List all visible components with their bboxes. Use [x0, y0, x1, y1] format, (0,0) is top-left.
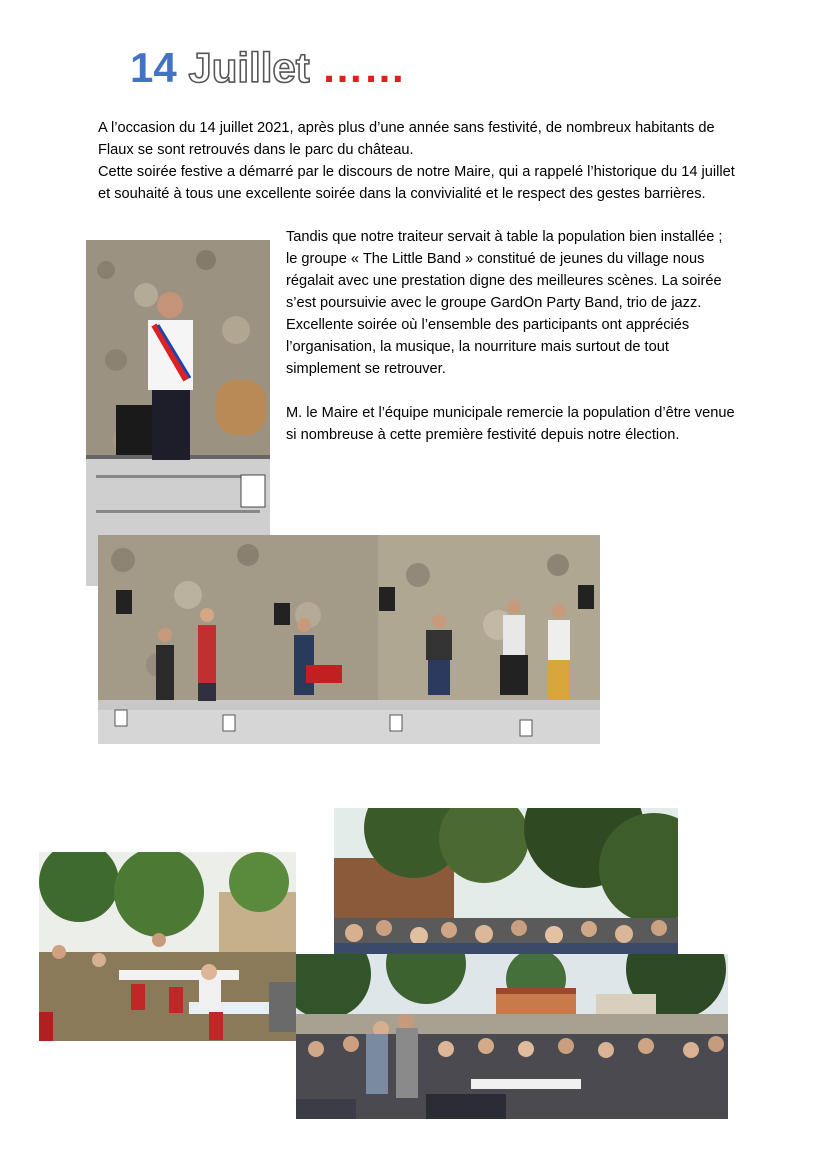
- title-number: 14: [130, 44, 177, 91]
- side-paragraph-3: M. le Maire et l’équipe municipale remercie la population d’être venue si nombreuse à cette première festivité depuis notre élection.: [286, 405, 735, 443]
- side-paragraph-2: Excellente soirée où l’ensemble des participants ont appréciés l’organisation, la musique, la nourriture mais surtout de tout simplement se retrouver.: [286, 317, 690, 377]
- title-dots: ……: [321, 44, 406, 91]
- crowd-photo-bottom: [296, 954, 728, 1119]
- crowd-photo-left: [39, 852, 296, 1041]
- intro-text: [98, 117, 738, 205]
- intro-line-1: A l’occasion du 14 juillet 2021, après plus d’une année sans festivité, de nombreux habitants de Flaux se sont retrouvés dans le parc du château.: [98, 120, 715, 158]
- side-text: [286, 226, 736, 446]
- bands-stage-photo: [98, 535, 600, 744]
- side-paragraph-1: Tandis que notre traiteur servait à table la population bien installée ; le groupe « The Little Band » constitué de jeunes du village nous régalait avec une prestation digne des meilleures scènes. La soirée s’est poursuivie avec le groupe GardOn Party Band, trio de jazz.: [286, 229, 723, 311]
- page-title: [130, 44, 405, 92]
- crowd-photo-top: [334, 808, 678, 955]
- intro-line-2: Cette soirée festive a démarré par le discours de notre Maire, qui a rappelé l’historique du 14 juillet et souhaité à tous une excellente soirée dans la convivialité et le respect des gestes barrières.: [98, 164, 735, 202]
- title-word: Juillet: [188, 44, 310, 91]
